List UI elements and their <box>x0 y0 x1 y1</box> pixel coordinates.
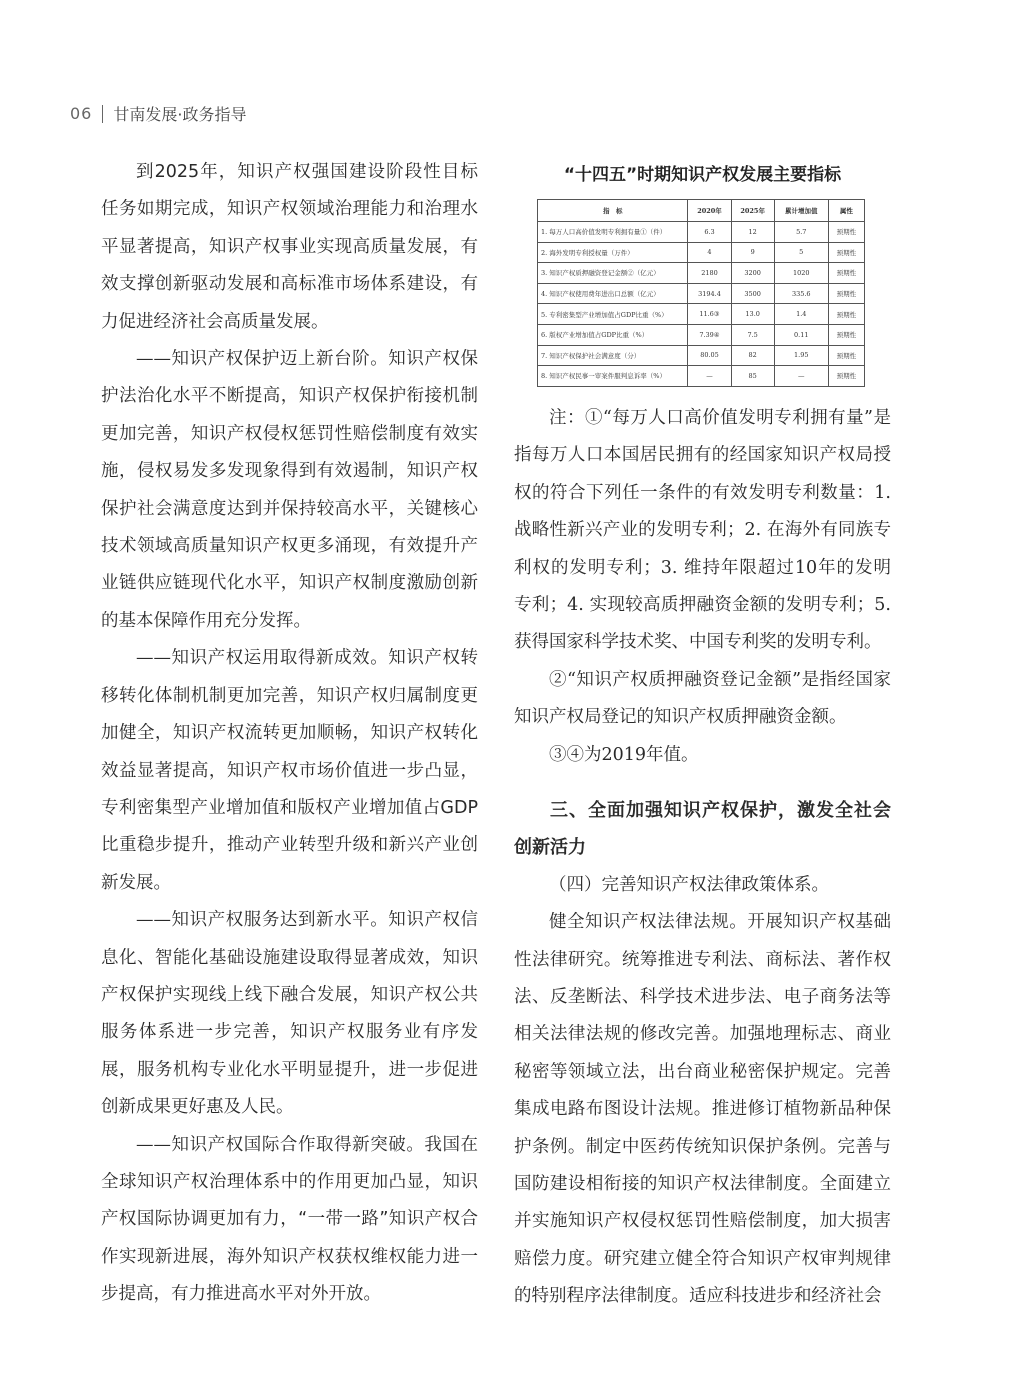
cell: 9 <box>731 242 774 263</box>
cell: — <box>774 366 828 387</box>
column-header: 2020年 <box>688 200 731 222</box>
table-row <box>538 242 865 263</box>
subsection-title: （四）完善知识产权法律政策体系。 <box>549 874 829 895</box>
right-column-body <box>514 792 891 1316</box>
left-column <box>101 154 478 1314</box>
cell: 1.4 <box>774 304 828 325</box>
page-header <box>70 102 246 125</box>
cell: 11.6③ <box>688 304 731 325</box>
publication-title: 甘南发展·政务指导 <box>113 105 247 124</box>
paragraph <box>101 1127 478 1314</box>
cell: 5. 专利密集型产业增加值占GDP比重（%） <box>538 304 688 325</box>
table-row <box>538 263 865 284</box>
table-row <box>538 283 865 304</box>
paragraph-body: 知识产权转移转化体制机制更加完善，知识产权归属制度更加健全，知识产权流转更加顺畅，知识产权转化效益显著提高，知识产权市场价值进一步凸显，专利密集型产业增加值和版权产业增加值占GDP比重稳步提升，推动产业转型升级和新兴产业创新发展。 <box>101 648 479 893</box>
paragraph <box>101 341 478 640</box>
table-row <box>538 366 865 387</box>
cell: 3200 <box>731 263 774 284</box>
paragraph-heading: ——知识产权保护迈上新台阶。 <box>136 349 389 370</box>
paragraph <box>101 640 478 902</box>
cell: 85 <box>731 366 774 387</box>
cell: 7.5 <box>731 324 774 345</box>
cell: 6. 版权产业增加值占GDP比重（%） <box>538 324 688 345</box>
cell: 1.95 <box>774 345 828 366</box>
cell: 预期性 <box>828 324 864 345</box>
cell: 5.7 <box>774 222 828 243</box>
paragraph-body: 我国在全球知识产权治理体系中的作用更加凸显，知识产权国际协调更加有力，“一带一路”知识产权合作实现新进展，海外知识产权获权维权能力进一步提高，有力推进高水平对外开放。 <box>101 1134 479 1305</box>
table-row <box>538 222 865 243</box>
cell: 2180 <box>688 263 731 284</box>
column-header: 指 标 <box>538 200 688 222</box>
cell: 8. 知识产权民事一审案件服判息诉率（%） <box>538 366 688 387</box>
cell: 预期性 <box>828 263 864 284</box>
column-header: 属性 <box>828 200 864 222</box>
table-title: “十四五”时期知识产权发展主要指标 <box>563 165 842 185</box>
paragraph <box>514 904 891 1315</box>
cell: 预期性 <box>828 345 864 366</box>
cell: 预期性 <box>828 283 864 304</box>
cell: 7. 知识产权保护社会满意度（分） <box>538 345 688 366</box>
header-divider <box>102 105 103 123</box>
cell: 5 <box>774 242 828 263</box>
note: ③④为2019年值。 <box>549 744 699 765</box>
paragraph-body: 开展知识产权基础性法律研究。统筹推进专利法、商标法、著作权法、反垄断法、科学技术进步法、电子商务法等相关法律法规的修改完善。加强地理标志、商业秘密等领域立法，出台商业秘密保护规定。完善集成电路布图设计法规。推进修订植物新品种保护条例。制定中医药传统知识保护条例。完善与国防建设相衔接的知识产权法律制度。全面建立并实施知识产权侵权惩罚性赔偿制度，加大损害赔偿力度。研究建立健全符合知识产权审判规律的特别程序法律制度。适应科技进步和经济社会 <box>514 912 892 1307</box>
paragraph-body: 知识产权信息化、智能化基础设施建设取得显著成效，知识产权保护实现线上线下融合发展，知识产权公共服务体系进一步完善，知识产权服务业有序发展，服务机构专业化水平明显提升，进一步促进创新成果更好惠及人民。 <box>101 910 479 1118</box>
cell: 4. 知识产权使用费年进出口总额（亿元） <box>538 283 688 304</box>
section-title: 三、全面加强知识产权保护，激发全社会创新活力 <box>514 800 891 859</box>
cell: 2. 海外发明专利授权量（万件） <box>538 242 688 263</box>
table-header-row <box>538 200 865 222</box>
note: ②“知识产权质押融资登记金额”是指经国家知识产权局登记的知识产权质押融资金额。 <box>514 669 891 728</box>
paragraph-heading: 健全知识产权法律法规。 <box>549 912 748 933</box>
paragraph <box>101 902 478 1126</box>
cell: — <box>688 366 731 387</box>
cell: 1. 每万人口高价值发明专利拥有量①（件） <box>538 222 688 243</box>
cell: 预期性 <box>828 242 864 263</box>
note: 注：①“每万人口高价值发明专利拥有量”是指每万人口本国居民拥有的经国家知识产权局授权的符合下列任一条件的有效发明专利数量：1. 战略性新兴产业的发明专利；2. 在海外有同族专利权的发明专利；3. 维持年限超过10年的发明专利；4. 实现较高质押融资金额的发明专利；5. 获得国家科学技术奖、中国专利奖的发明专利。 <box>514 408 891 653</box>
paragraph-body: 知识产权保护法治化水平不断提高，知识产权保护衔接机制更加完善，知识产权侵权惩罚性赔偿制度有效实施，侵权易发多发现象得到有效遏制，知识产权保护社会满意度达到并保持较高水平，关键核心技术领域高质量知识产权更多涌现，有效提升产业链供应链现代化水平，知识产权制度激励创新的基本保障作用充分发挥。 <box>101 349 479 631</box>
cell: 预期性 <box>828 304 864 325</box>
cell: 预期性 <box>828 222 864 243</box>
cell: 12 <box>731 222 774 243</box>
cell: 82 <box>731 345 774 366</box>
cell: 0.11 <box>774 324 828 345</box>
paragraph-heading: ——知识产权运用取得新成效。 <box>136 648 389 669</box>
cell: 335.6 <box>774 283 828 304</box>
table-row <box>538 345 865 366</box>
paragraph-heading: ——知识产权国际合作取得新突破。 <box>136 1134 425 1155</box>
cell: 3. 知识产权质押融资登记金额②（亿元） <box>538 263 688 284</box>
cell: 3500 <box>731 283 774 304</box>
cell: 6.3 <box>688 222 731 243</box>
indicator-table <box>537 199 865 387</box>
cell: 3194.4 <box>688 283 731 304</box>
table-notes <box>514 400 891 774</box>
paragraph: 到2025年，知识产权强国建设阶段性目标任务如期完成，知识产权领域治理能力和治理水平显著提高，知识产权事业实现高质量发展，有效支撑创新驱动发展和高标准市场体系建设，有力促进经济社会高质量发展。 <box>101 162 478 332</box>
cell: 7.39④ <box>688 324 731 345</box>
cell: 1020 <box>774 263 828 284</box>
cell: 4 <box>688 242 731 263</box>
cell: 80.05 <box>688 345 731 366</box>
cell: 13.0 <box>731 304 774 325</box>
column-header: 2025年 <box>731 200 774 222</box>
table-row <box>538 324 865 345</box>
column-header: 累计增加值 <box>774 200 828 222</box>
table-row <box>538 304 865 325</box>
paragraph-heading: ——知识产权服务达到新水平。 <box>136 910 389 931</box>
page-number: 06 <box>70 104 93 123</box>
cell: 预期性 <box>828 366 864 387</box>
